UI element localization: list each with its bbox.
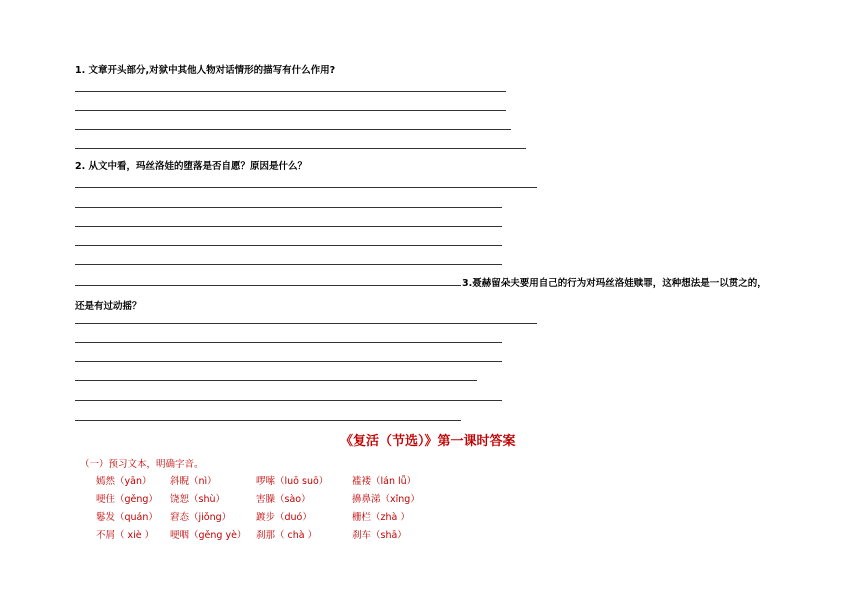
question-2: 2. 从文中看，玛丝洛娃的堕落是否自愿？原因是什么？ bbox=[75, 161, 308, 172]
pinyin-item: 刹那（ chà ） bbox=[256, 530, 318, 541]
answer-section-heading: （一）预习文本，明确字音。 bbox=[80, 459, 204, 470]
pinyin-item: 哽咽（gěng yè） bbox=[170, 530, 247, 541]
pinyin-item: 不屑（ xiè ） bbox=[96, 530, 155, 541]
pinyin-item: 刹车（shā） bbox=[352, 530, 407, 541]
answer-line bbox=[75, 400, 502, 401]
question-3-continued: 还是有过动摇？ bbox=[75, 301, 142, 312]
answer-line bbox=[75, 110, 506, 111]
pinyin-item: 哽住（gěng） bbox=[96, 494, 158, 505]
answer-line bbox=[75, 207, 502, 208]
answer-line bbox=[75, 342, 502, 343]
pinyin-item: 栅栏（zhà ） bbox=[352, 512, 410, 523]
answer-line bbox=[75, 129, 511, 130]
answer-line bbox=[75, 323, 537, 324]
pinyin-item: 啰嗦（luō suō） bbox=[256, 476, 329, 487]
pinyin-item: 鬈发（quán） bbox=[96, 512, 158, 523]
answer-line bbox=[75, 361, 502, 362]
pinyin-item: 饶恕（shù） bbox=[170, 494, 225, 505]
answer-line bbox=[75, 245, 502, 246]
pinyin-item: 窘态（jiǒng） bbox=[170, 512, 232, 523]
pinyin-item: 擤鼻涕（xǐng） bbox=[352, 494, 420, 505]
answer-line bbox=[75, 91, 506, 92]
pinyin-item: 嫣然（yān） bbox=[96, 476, 152, 487]
pinyin-item: 踱步（duó） bbox=[256, 512, 312, 523]
answer-line bbox=[75, 380, 477, 381]
pinyin-item: 褴褛（lán lǚ） bbox=[352, 476, 417, 487]
question-3: 3.聂赫留朵夫要用自己的行为对玛丝洛娃赎罪，这种想法是一以贯之的， bbox=[462, 278, 767, 289]
answer-line bbox=[75, 264, 502, 265]
question-1: 1. 文章开头部分,对狱中其他人物对话情形的描写有什么作用? bbox=[75, 65, 336, 76]
answer-line bbox=[75, 148, 526, 149]
pinyin-item: 害臊（sào） bbox=[256, 494, 311, 505]
answer-title: 《复活（节选）》第一课时答案 bbox=[340, 434, 516, 449]
pinyin-item: 斜睨（nì） bbox=[170, 476, 217, 487]
answer-line bbox=[75, 420, 461, 421]
answer-line bbox=[75, 285, 461, 286]
answer-line bbox=[75, 226, 502, 227]
answer-line bbox=[75, 187, 537, 188]
